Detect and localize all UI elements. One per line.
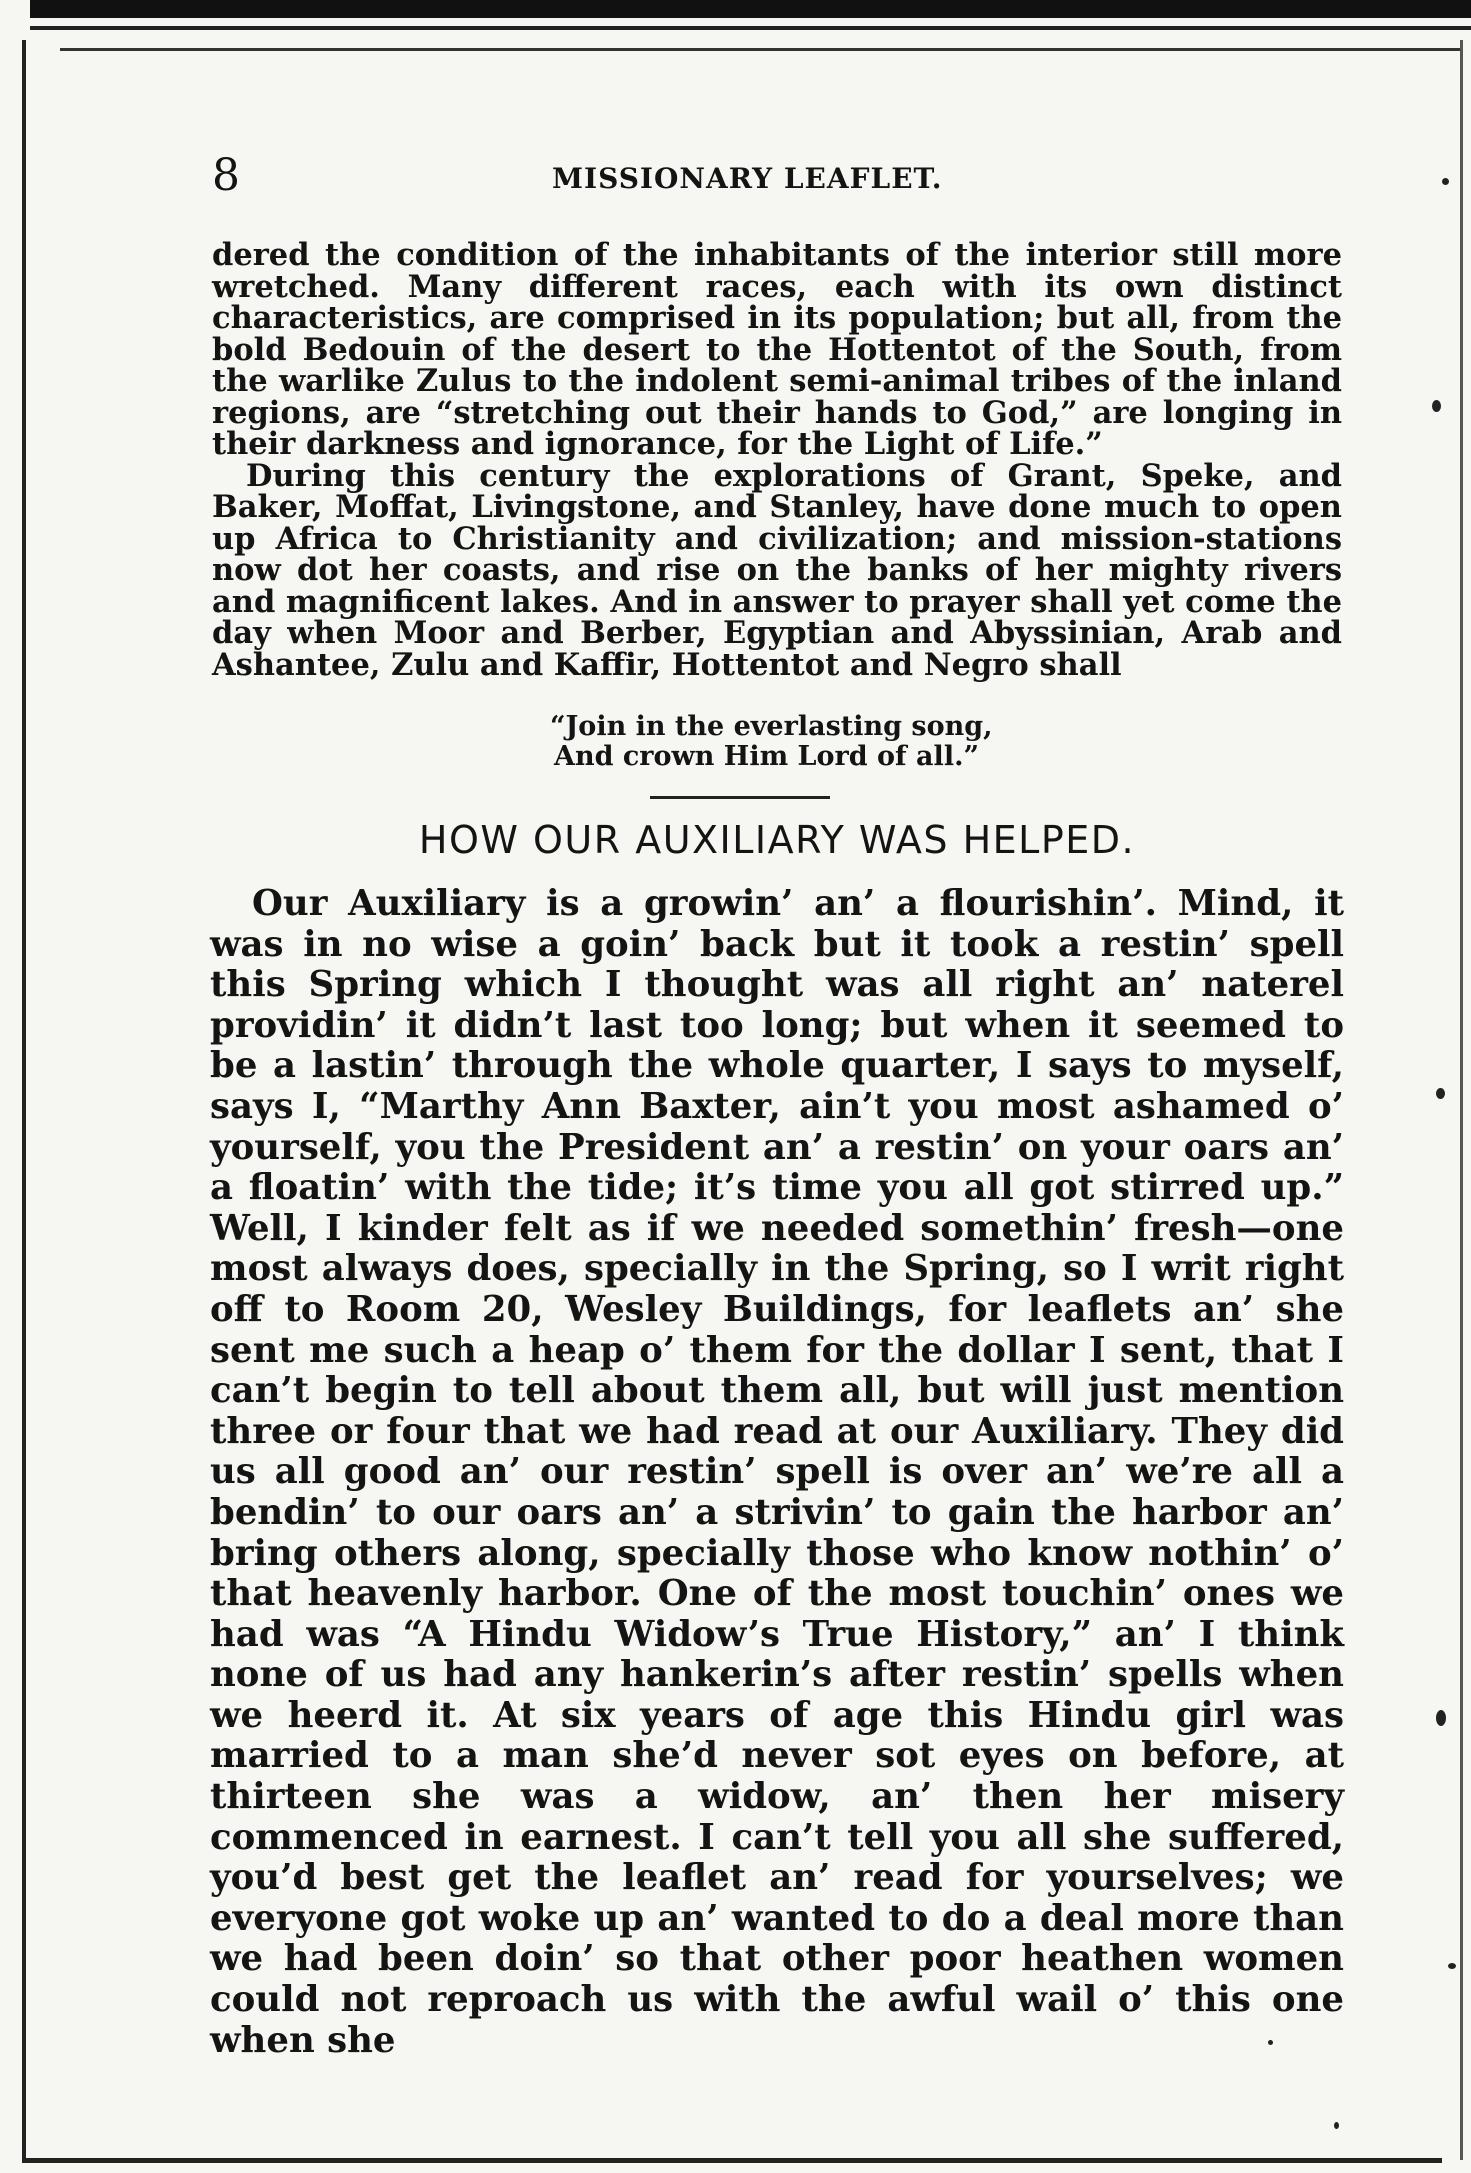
print-speck <box>1432 400 1441 412</box>
top-border <box>30 0 1471 40</box>
quote-line: And crown Him Lord of all.” <box>554 741 979 772</box>
paragraph: dered the condition of the inhabitants of the interior still more wretched. Many different races, each with its own distinct characteristics, are comprised in its population; but all, from the bold Bedouin of the desert to the Hottentot of the South, from the warlike Zulus to the indolent semi-animal tribes of the inland regions, are “stretching out their hands to God,” are longing in their darkness and ignorance, for the Light of Life.” <box>212 237 1342 462</box>
print-speck <box>1436 1710 1446 1726</box>
print-speck <box>1448 1963 1456 1969</box>
print-speck <box>1334 2122 1339 2129</box>
running-title: MISSIONARY LEAFLET. <box>552 162 943 195</box>
paragraph: During this century the explorations of Grant, Speke, and Baker, Moffat, Livingstone, and Stanley, have done much to open up Africa to Christianity and civilization; and mission-stations now dot her coasts, and rise on the banks of her mighty rivers and magnificent lakes. And in answer to prayer shall yet come the day when Moor and Berber, Egyptian and Abyssinian, Arab and Ashantee, Zulu and Kaffir, Hottentot and Negro shall <box>212 457 1342 683</box>
quote-line: “Join in the everlasting song, <box>550 711 993 742</box>
bottom-border <box>22 2158 1442 2163</box>
article-body <box>210 884 1344 2061</box>
page-number: 8 <box>212 150 240 201</box>
right-border <box>1460 40 1463 2160</box>
top-rule <box>60 48 1460 51</box>
left-border <box>22 40 26 2160</box>
section-divider <box>650 796 830 799</box>
paragraph: Our Auxiliary is a growin’ an’ a flourishin’. Mind, it was in no wise a goin’ back but it took a restin’ spell this Spring which I thought was all right an’ naterel providin’ it didn’t last too long; but when it seemed to be a lastin’ through the whole quarter, I says to myself, says I, “Marthy Ann Baxter, ain’t you most ashamed o’ yourself, you the President an’ a restin’ on your oars an’ a floatin’ with the tide; it’s time you all got stirred up.” Well, I kinder felt as if we needed somethin’ fresh—one most always does, specially in the Spring, so I writ right off to Room 20, Wesley Buildings, for leaflets an’ she sent me such a heap o’ them for the dollar I sent, that I can’t begin to tell about them all, but will just mention three or four that we had read at our Auxiliary. They did us all good an’ our restin’ spell is over an’ we’re all a bendin’ to our oars an’ a strivin’ to gain the harbor an’ bring others along, specially those who know nothin’ o’ that heavenly harbor. One of the most touchin’ ones we had was “A Hindu Widow’s True History,” an’ I think none of us had any hankerin’s after restin’ spells when we heerd it. At six years of age this Hindu girl was married to a man she’d never sot eyes on before, at thirteen she was a widow, an’ then her misery commenced in earnest. I can’t tell you all she suffered, you’d best get the leaflet an’ read for yourselves; we everyone got woke up an’ wanted to do a deal more than we had been doin’ so that other poor heathen women could not reproach us with the awful wail o’ this one when she <box>210 883 1344 2061</box>
hymn-quote <box>550 712 1150 772</box>
previous-article-text <box>212 237 1342 683</box>
print-speck <box>1436 1088 1445 1099</box>
page-header <box>212 150 1342 210</box>
article-title: HOW OUR AUXILIARY WAS HELPED. <box>418 818 1136 862</box>
print-speck <box>1442 178 1449 185</box>
print-speck <box>1268 2040 1273 2045</box>
